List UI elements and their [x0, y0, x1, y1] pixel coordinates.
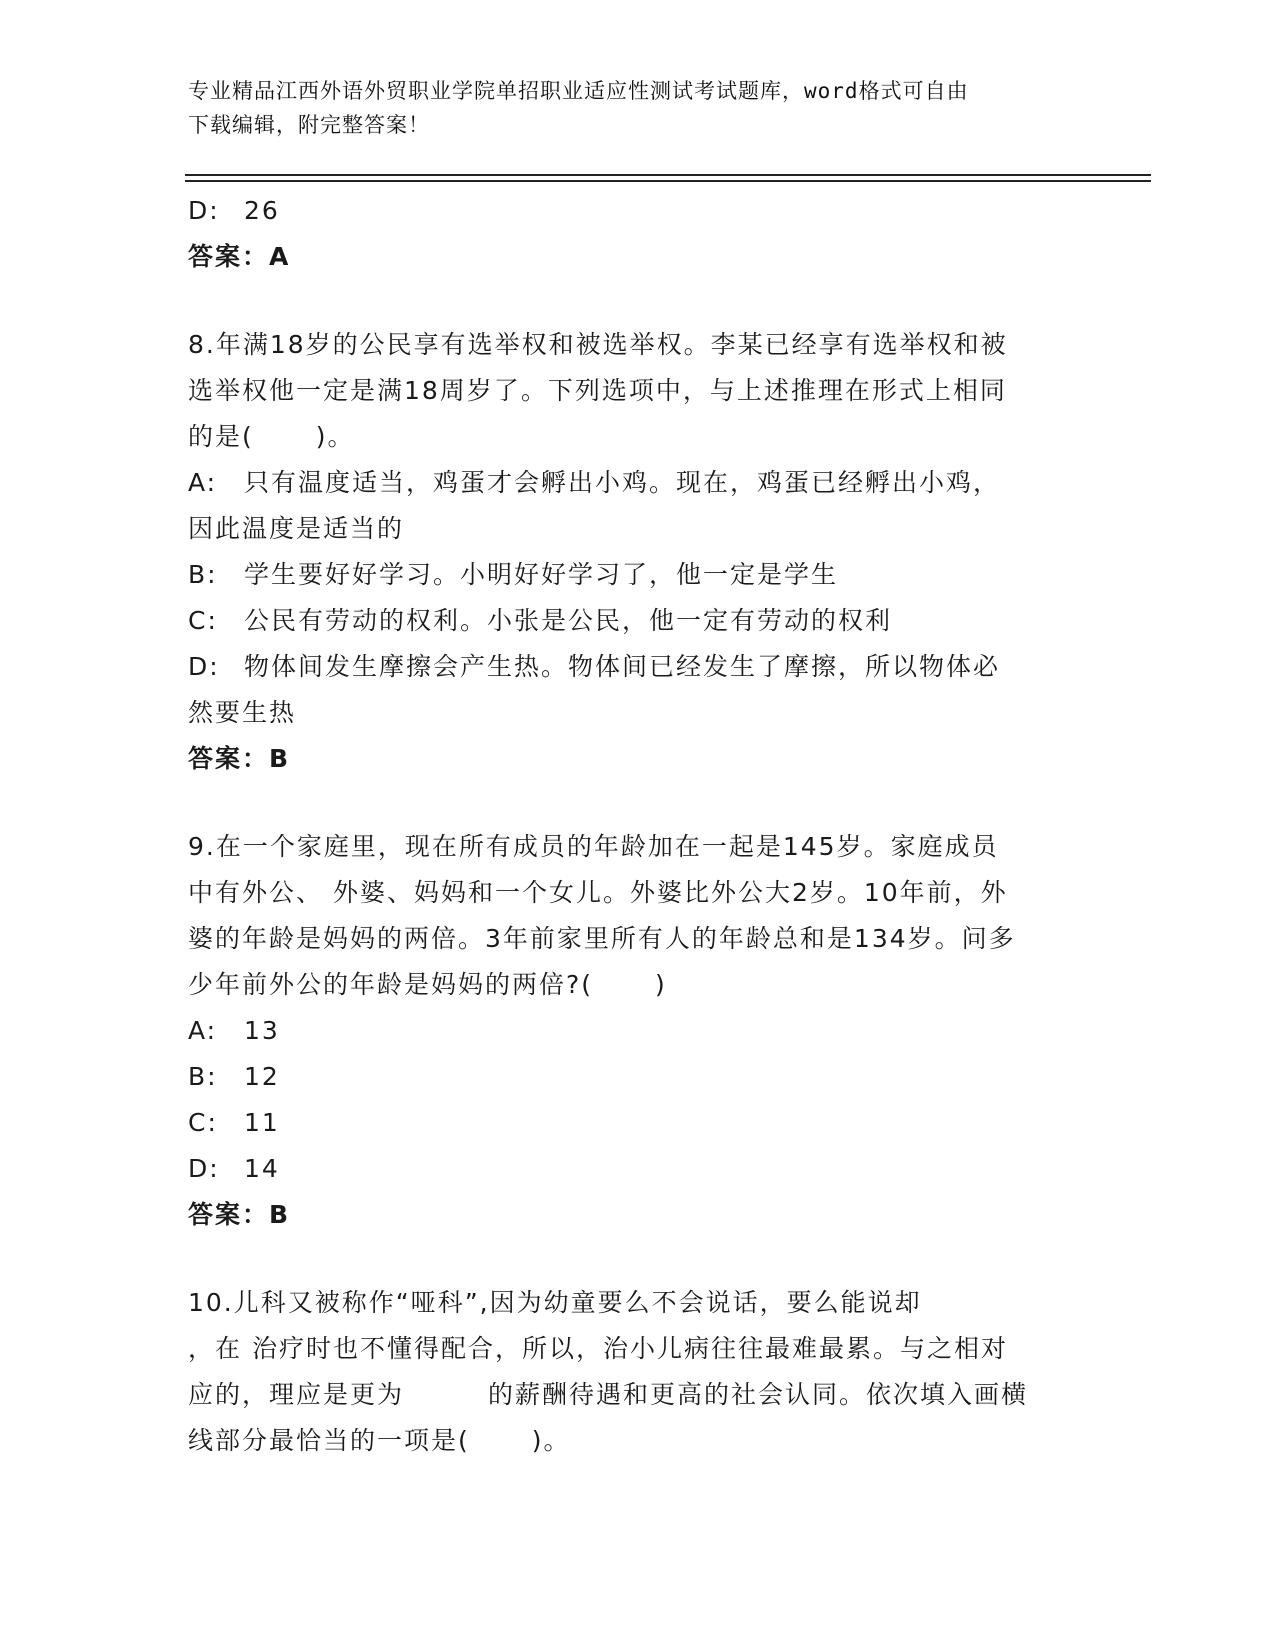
- q8-stem-text: 的是(: [188, 422, 254, 451]
- q8-option-a: [188, 460, 1088, 506]
- spacer: [188, 1238, 1088, 1280]
- q10-stem-text: 线部分最恰当的一项是(: [188, 1426, 470, 1455]
- header-line-2: 下载编辑，附完整答案！: [188, 113, 430, 137]
- option-text: 13: [244, 1016, 280, 1045]
- option-text: 公民有劳动的权利。小张是公民，他一定有劳动的权利: [244, 606, 893, 635]
- option-label: B:: [188, 560, 218, 589]
- option-label: C:: [188, 1108, 218, 1137]
- q8-stem-line-2: 选举权他一定是满18周岁了。下列选项中，与上述推理在形式上相同: [188, 376, 1007, 405]
- option-text: 11: [244, 1108, 280, 1137]
- q9-stem-text: 少年前外公的年龄是妈妈的两倍?(: [188, 970, 594, 999]
- q7-option-d: [188, 188, 1088, 234]
- option-text: 26: [244, 196, 280, 225]
- option-label: B:: [188, 1062, 218, 1091]
- q9-stem-line-2: 中有外公、 外婆、妈妈和一个女儿。外婆比外公大2岁。10年前，外: [188, 878, 1008, 907]
- spacer: [188, 782, 1088, 824]
- q9-answer: 答案：B: [188, 1200, 291, 1229]
- q10-stem-text-cont: 的薪酬待遇和更高的社会认同。依次填入画横: [488, 1380, 1029, 1409]
- q9-stem-line-1: 9.在一个家庭里，现在所有成员的年龄加在一起是145岁。家庭成员: [188, 832, 999, 861]
- option-label: D:: [188, 196, 220, 225]
- q8-stem-text-end: )。: [315, 422, 355, 451]
- q8-option-a-cont: 因此温度是适当的: [188, 514, 405, 543]
- q10-stem-text: 应的，理应是更为: [188, 1380, 405, 1409]
- header-divider-bottom: [185, 180, 1151, 182]
- option-text: 12: [244, 1062, 280, 1091]
- option-text: 14: [244, 1154, 280, 1183]
- page-header: [188, 74, 1078, 142]
- q7-answer: 答案：A: [188, 242, 291, 271]
- q9-option-d: [188, 1146, 1088, 1192]
- q9-stem-line-3: 婆的年龄是妈妈的两倍。3年前家里所有人的年龄总和是134岁。问多: [188, 924, 1016, 953]
- option-text: 只有温度适当，鸡蛋才会孵出小鸡。现在，鸡蛋已经孵出小鸡，: [244, 468, 1001, 497]
- q8-option-d-cont: 然要生热: [188, 698, 297, 727]
- q10-stem-line-4: [188, 1418, 1088, 1464]
- option-label: D:: [188, 1154, 220, 1183]
- q9-option-b: [188, 1054, 1088, 1100]
- header-line-1: 专业精品江西外语外贸职业学院单招职业适应性测试考试题库，word格式可自由: [188, 79, 969, 103]
- q10-stem-line-2: ，在 治疗时也不懂得配合，所以，治小儿病往往最难最累。与之相对: [188, 1334, 1008, 1363]
- q10-stem-line-3: [188, 1372, 1088, 1418]
- option-label: D:: [188, 652, 220, 681]
- q8-option-b: [188, 552, 1088, 598]
- q8-stem-line-3: [188, 414, 1088, 460]
- option-label: C:: [188, 606, 218, 635]
- q8-option-d: [188, 644, 1088, 690]
- q9-option-c: [188, 1100, 1088, 1146]
- option-label: A:: [188, 468, 218, 497]
- question-content: [188, 188, 1088, 1464]
- q9-stem-text-end: ): [655, 970, 667, 999]
- option-label: A:: [188, 1016, 218, 1045]
- spacer: [188, 280, 1088, 322]
- q9-stem-line-4: [188, 962, 1088, 1008]
- option-text: 物体间发生摩擦会产生热。物体间已经发生了摩擦，所以物体必: [244, 652, 1001, 681]
- q10-stem-line-1: 10.儿科又被称作“哑科”,因为幼童要么不会说话，要么能说却: [188, 1288, 922, 1317]
- q8-option-c: [188, 598, 1088, 644]
- header-divider-top: [185, 174, 1151, 176]
- q8-answer: 答案：B: [188, 744, 291, 773]
- q8-stem-line-1: 8.年满18岁的公民享有选举权和被选举权。李某已经享有选举权和被: [188, 330, 1008, 359]
- q9-option-a: [188, 1008, 1088, 1054]
- q10-stem-text-end: )。: [531, 1426, 571, 1455]
- option-text: 学生要好好学习。小明好好学习了，他一定是学生: [244, 560, 839, 589]
